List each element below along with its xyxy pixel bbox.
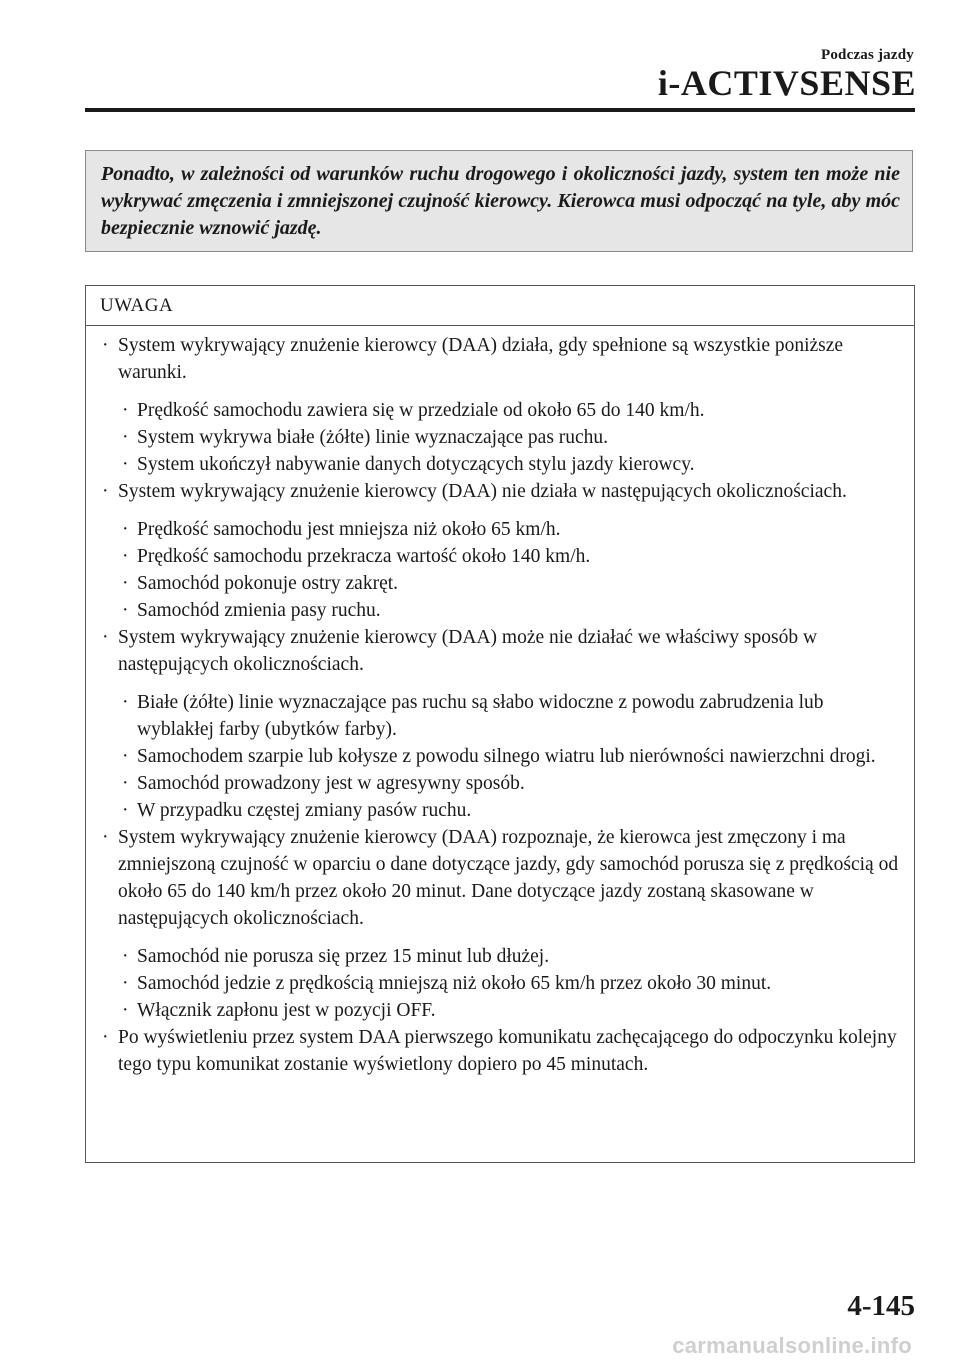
sub-bullet: · xyxy=(122,400,129,421)
sub-item xyxy=(86,570,914,597)
sub-item xyxy=(86,997,914,1024)
sub-bullet: · xyxy=(122,427,129,448)
sub-bullet: · xyxy=(122,746,129,767)
sub-bullet: · xyxy=(122,573,129,594)
sub-item xyxy=(86,970,914,997)
bullet: · xyxy=(102,335,109,356)
sub-list xyxy=(86,516,914,624)
sub-item-text: Samochód pokonuje ostry zakręt. xyxy=(137,573,399,594)
notice-item-text: System wykrywający znużenie kierowcy (DAA) działa, gdy spełnione są wszystkie poniższe warunki. xyxy=(118,335,844,383)
sub-item xyxy=(86,689,914,743)
sub-item-text: Białe (żółte) linie wyznaczające pas ruchu są słabo widoczne z powodu zabrudzenia lub wyblakłej farby (ubytków farby). xyxy=(137,692,824,740)
page-number: 4-145 xyxy=(847,1290,915,1322)
notice-title: UWAGA xyxy=(86,286,914,326)
section-label: Podczas jazdy xyxy=(820,47,914,63)
sub-item xyxy=(86,543,914,570)
sub-item-text: Prędkość samochodu zawiera się w przedziale od około 65 do 140 km/h. xyxy=(137,400,705,421)
notice-item xyxy=(86,824,914,932)
sub-item xyxy=(86,743,914,770)
sub-list xyxy=(86,397,914,478)
notice-box xyxy=(85,285,915,1163)
sub-bullet: · xyxy=(122,519,129,540)
sub-bullet: · xyxy=(122,454,129,475)
notice-item xyxy=(86,1024,914,1078)
notice-item-text: System wykrywający znużenie kierowcy (DAA) może nie działać we właściwy sposób w następujących okolicznościach. xyxy=(118,627,818,675)
sub-item-text: Samochodem szarpie lub kołysze z powodu silnego wiatru lub nierówności nawierzchni drogi. xyxy=(137,746,876,767)
notice-item-text: System wykrywający znużenie kierowcy (DAA) rozpoznaje, że kierowca jest zmęczony i ma zmniejszoną czujność w oparciu o dane dotyczące jazdy, gdy samochód porusza się z prędkością od około 65 do 140 km/h przez około 20 minut. Dane dotyczące jazdy zostaną skasowane w następujących okolicznościach. xyxy=(118,827,899,929)
bullet: · xyxy=(102,481,109,502)
sub-item-text: Samochód prowadzony jest w agresywny sposób. xyxy=(137,773,525,794)
sub-item-text: W przypadku częstej zmiany pasów ruchu. xyxy=(137,800,472,821)
sub-item-text: System ukończył nabywanie danych dotyczących stylu jazdy kierowcy. xyxy=(137,454,695,475)
sub-bullet: · xyxy=(122,973,129,994)
sub-bullet: · xyxy=(122,692,129,713)
sub-item xyxy=(86,424,914,451)
warning-box xyxy=(85,150,913,252)
notice-item xyxy=(86,624,914,678)
sub-item-text: Prędkość samochodu jest mniejsza niż około 65 km/h. xyxy=(137,519,561,540)
sub-bullet: · xyxy=(122,546,129,567)
notice-item-text: System wykrywający znużenie kierowcy (DAA) nie działa w następujących okolicznościach. xyxy=(118,481,847,502)
sub-item-text: Prędkość samochodu przekracza wartość około 140 km/h. xyxy=(137,546,591,567)
bullet: · xyxy=(102,627,109,648)
sub-item xyxy=(86,797,914,824)
sub-bullet: · xyxy=(122,600,129,621)
sub-item-text: Samochód zmienia pasy ruchu. xyxy=(137,600,381,621)
bullet: · xyxy=(102,1027,109,1048)
warning-text: Ponadto, w zależności od warunków ruchu drogowego i okoliczności jazdy, system ten może nie wykrywać zmęczenia i zmniejszonej czujność kierowcy. Kierowca musi odpocząć na tyle, aby móc bezpiecznie wznowić jazdę. xyxy=(101,163,900,239)
sub-item xyxy=(86,516,914,543)
header-rule xyxy=(85,108,915,112)
sub-bullet: · xyxy=(122,1000,129,1021)
sub-item xyxy=(86,451,914,478)
sub-bullet: · xyxy=(122,946,129,967)
bullet: · xyxy=(102,827,109,848)
page-title: i-ACTIVSENSE xyxy=(657,63,916,103)
notice-item xyxy=(86,332,914,386)
sub-item-text: Samochód jedzie z prędkością mniejszą niż około 65 km/h przez około 30 minut. xyxy=(137,973,772,994)
sub-item-text: System wykrywa białe (żółte) linie wyznaczające pas ruchu. xyxy=(137,427,609,448)
sub-bullet: · xyxy=(122,800,129,821)
sub-bullet: · xyxy=(122,773,129,794)
sub-list xyxy=(86,943,914,1024)
sub-item xyxy=(86,397,914,424)
watermark: carmanualsonline.info xyxy=(672,1333,912,1358)
notice-item-text: Po wyświetleniu przez system DAA pierwszego komunikatu zachęcającego do odpoczynku kolejny tego typu komunikat zostanie wyświetlony dopiero po 45 minutach. xyxy=(118,1027,897,1075)
sub-item-text: Włącznik zapłonu jest w pozycji OFF. xyxy=(137,1000,436,1021)
sub-item xyxy=(86,943,914,970)
notice-body xyxy=(86,332,914,1078)
sub-item xyxy=(86,597,914,624)
sub-list xyxy=(86,689,914,824)
sub-item-text: Samochód nie porusza się przez 15 minut lub dłużej. xyxy=(137,946,550,967)
notice-item xyxy=(86,478,914,505)
sub-item xyxy=(86,770,914,797)
